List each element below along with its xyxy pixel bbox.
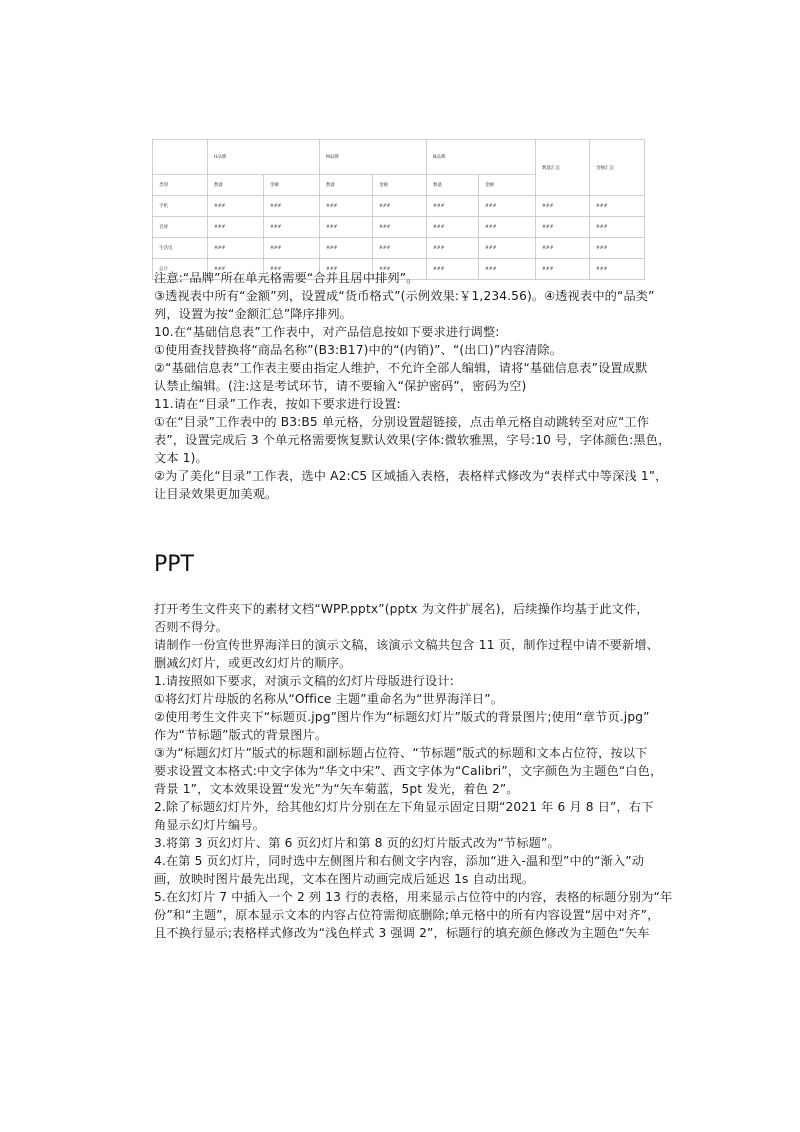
text-line: 请制作一份宣传世界海洋日的演示文稿，该演示文稿共包含 11 页，制作过程中请不要新增、 bbox=[154, 638, 660, 652]
ppt-section-heading: PPT bbox=[154, 552, 194, 577]
pivot-table-image bbox=[152, 139, 645, 280]
pivot-cell: ### bbox=[208, 217, 264, 238]
text-line: 5.在幻灯片 7 中插入一个 2 列 13 行的表格，用来显示占位符中的内容，表格的标题分别为“年 bbox=[154, 890, 673, 904]
ppt-instructions bbox=[154, 600, 672, 942]
pivot-sub-header: 数量 bbox=[208, 175, 264, 196]
pivot-cell: ### bbox=[264, 196, 320, 217]
text-line: 作为“节标题”版式的背景图片。 bbox=[154, 728, 328, 742]
text-line: ②使用考生文件夹下“标题页.jpg”图片作为“标题幻灯片”版式的背景图片;使用“章节页.jpg” bbox=[154, 710, 650, 724]
pivot-sub-header: 数量 bbox=[320, 175, 373, 196]
pivot-row bbox=[153, 196, 645, 217]
pivot-cell: ### bbox=[427, 238, 479, 259]
text-line: 11.请在“目录”工作表，按如下要求进行设置: bbox=[154, 397, 401, 411]
pivot-cell: ### bbox=[479, 238, 536, 259]
excel-instructions bbox=[154, 269, 670, 503]
pivot-sub-header: 数量 bbox=[427, 175, 479, 196]
pivot-brand-header: N品牌 bbox=[427, 140, 536, 175]
pivot-field-label: 类别 bbox=[153, 175, 208, 196]
pivot-total-header: 数量汇总 bbox=[536, 140, 590, 196]
cut-off-text bbox=[160, 260, 360, 265]
pivot-cell: ### bbox=[590, 217, 645, 238]
pivot-row bbox=[153, 238, 645, 259]
pivot-sub-header: 金额 bbox=[479, 175, 536, 196]
pivot-row-label: 生活电 bbox=[153, 238, 208, 259]
text-line: 文本 1)。 bbox=[154, 451, 208, 465]
pivot-cell: ### bbox=[208, 196, 264, 217]
text-line: 列，设置为按“金额汇总”降序排列。 bbox=[154, 307, 352, 321]
text-line: 1.请按照如下要求，对演示文稿的幻灯片母版进行设计: bbox=[154, 674, 454, 688]
text-line: 3.将第 3 页幻灯片、第 6 页幻灯片和第 8 页的幻灯片版式改为“节标题”。 bbox=[154, 836, 560, 850]
text-line: ①使用查找替换将“商品名称”(B3:B17)中的“(内销)”、“(出口)”内容清除。 bbox=[154, 343, 563, 357]
pivot-cell: ### bbox=[427, 217, 479, 238]
pivot-cell: ### bbox=[208, 238, 264, 259]
pivot-cell: ### bbox=[590, 196, 645, 217]
pivot-cell: ### bbox=[264, 259, 320, 280]
pivot-cell: ### bbox=[427, 196, 479, 217]
pivot-cell: ### bbox=[320, 238, 373, 259]
text-line: 2.除了标题幻灯片外，给其他幻灯片分别在左下角显示固定日期“2021 年 6 月 8 日”，右下 bbox=[154, 800, 654, 814]
text-line: 打开考生文件夹下的素材文档“WPP.pptx”(pptx 为文件扩展名)，后续操作均基于此文件， bbox=[154, 602, 649, 616]
pivot-cell: ### bbox=[427, 259, 479, 280]
pivot-cell: ### bbox=[536, 196, 590, 217]
pivot-row-label: 手机 bbox=[153, 196, 208, 217]
text-line: ①在“目录”工作表中的 B3:B5 单元格，分别设置超链接，点击单元格自动跳转至对应“工作 bbox=[154, 415, 650, 429]
text-line: 4.在第 5 页幻灯片，同时选中左侧图片和右侧文字内容，添加“进入-温和型”中的“渐入”动 bbox=[154, 854, 645, 868]
pivot-cell: ### bbox=[590, 238, 645, 259]
pivot-sub-header: 金额 bbox=[264, 175, 320, 196]
pivot-brand-header: H品牌 bbox=[208, 140, 320, 175]
pivot-cell: ### bbox=[373, 217, 427, 238]
pivot-cell: ### bbox=[479, 196, 536, 217]
text-line: 否则不得分。 bbox=[154, 620, 229, 634]
pivot-sub-header: 金额 bbox=[373, 175, 427, 196]
pivot-cell: ### bbox=[373, 259, 427, 280]
text-line: 要求设置文本格式:中文字体为“华文中宋”、西文字体为“Calibri”，文字颜色为主题色“白色， bbox=[154, 764, 663, 778]
text-line: ①将幻灯片母版的名称从“Office 主题”重命名为“世界海洋日”。 bbox=[154, 692, 504, 706]
pivot-cell: ### bbox=[590, 259, 645, 280]
pivot-total-header: 金额汇总 bbox=[590, 140, 645, 196]
pivot-cell: ### bbox=[536, 238, 590, 259]
text-line: 让目录效果更加美观。 bbox=[154, 487, 278, 501]
text-line: 份”和“主题”，原本显示文本的内容占位符需彻底删除;单元格中的所有内容设置“居中对齐”， bbox=[154, 908, 660, 922]
pivot-cell: ### bbox=[320, 259, 373, 280]
pivot-corner-cell bbox=[153, 140, 208, 175]
pivot-row bbox=[153, 217, 645, 238]
text-line: ③为“标题幻灯片”版式的标题和副标题占位符、“节标题”版式的标题和文本占位符，按以下 bbox=[154, 746, 648, 760]
text-line: 画，放映时图片最先出现，文本在图片动画完成后延迟 1s 自动出现。 bbox=[154, 872, 535, 886]
pivot-cell: ### bbox=[373, 196, 427, 217]
pivot-cell: ### bbox=[479, 259, 536, 280]
pivot-cell: ### bbox=[320, 217, 373, 238]
pivot-cell: ### bbox=[264, 238, 320, 259]
pivot-cell: ### bbox=[536, 217, 590, 238]
pivot-cell: ### bbox=[320, 196, 373, 217]
text-line: 背景 1”，文本效果设置“发光”为“矢车菊蓝，5pt 发光，着色 2”。 bbox=[154, 782, 519, 796]
text-line: ②为了美化“目录”工作表，选中 A2:C5 区域插入表格，表格样式修改为“表样式中等深浅 1”， bbox=[154, 469, 668, 483]
text-line: 注意:“品牌”所在单元格需要“合并且居中排列”。 bbox=[154, 271, 419, 285]
pivot-cell: ### bbox=[208, 259, 264, 280]
text-line: 认禁止编辑。(注:这是考试环节，请不要输入“保护密码”，密码为空) bbox=[154, 379, 527, 393]
text-line: 角显示幻灯片编号。 bbox=[154, 818, 266, 832]
pivot-cell: ### bbox=[373, 238, 427, 259]
pivot-cell: ### bbox=[479, 217, 536, 238]
pivot-row-label: 总计 bbox=[153, 259, 208, 280]
text-line: 表”，设置完成后 3 个单元格需要恢复默认效果(字体:微软雅黑，字号:10 号，字体颜色:黑色， bbox=[154, 433, 671, 447]
text-line: 且不换行显示;表格样式修改为“浅色样式 3 强调 2”，标题行的填充颜色修改为主题色“矢车 bbox=[154, 926, 650, 940]
pivot-brand-header: M品牌 bbox=[320, 140, 427, 175]
text-line: 删减幻灯片，或更改幻灯片的顺序。 bbox=[154, 656, 352, 670]
text-line: ②“基础信息表”工作表主要由指定人维护，不允许全部人编辑，请将“基础信息表”设置成默 bbox=[154, 361, 648, 375]
pivot-cell: ### bbox=[264, 217, 320, 238]
text-line: 10.在“基础信息表”工作表中，对产品信息按如下要求进行调整: bbox=[154, 325, 500, 339]
text-line: ③透视表中所有“金额”列，设置成“货币格式”(示例效果:￥1,234.56)。④透视表中的“品类” bbox=[154, 289, 655, 303]
pivot-row-label: 音视 bbox=[153, 217, 208, 238]
pivot-cell: ### bbox=[536, 259, 590, 280]
